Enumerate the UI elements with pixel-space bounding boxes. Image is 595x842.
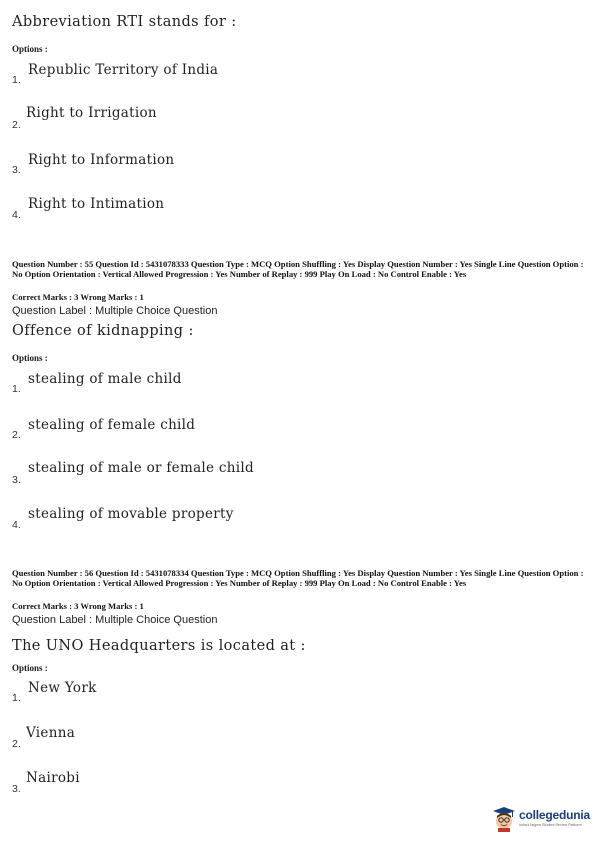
marks-info: Correct Marks : 3 Wrong Marks : 1 xyxy=(12,292,144,302)
option-number: 4. xyxy=(12,209,21,221)
option-text: Right to Irrigation xyxy=(26,105,157,121)
logo-tagline: India's largest Student Review Platform xyxy=(519,823,582,827)
option-text: New York xyxy=(28,680,97,696)
logo-wordmark: collegedunia xyxy=(519,808,590,822)
question-label: Question Label : Multiple Choice Question xyxy=(12,305,218,317)
option-number: 4. xyxy=(12,519,21,531)
option-number: 2. xyxy=(12,429,21,441)
option-text: Right to Information xyxy=(28,152,175,168)
student-mascot-icon xyxy=(492,806,516,832)
options-label: Options : xyxy=(12,353,48,363)
option-number: 3. xyxy=(12,164,21,176)
option-number: 1. xyxy=(12,74,21,86)
question-text: Offence of kidnapping : xyxy=(12,323,194,339)
option-text: stealing of male or female child xyxy=(28,460,254,476)
question-text: The UNO Headquarters is located at : xyxy=(12,638,306,654)
option-number: 3. xyxy=(12,474,21,486)
option-number: 1. xyxy=(12,383,21,395)
option-text: Nairobi xyxy=(26,770,80,786)
option-text: stealing of movable property xyxy=(28,506,234,522)
question-metadata: Question Number : 56 Question Id : 5431078334 Question Type : MCQ Option Shuffling : Yes Display Question Number : Yes Single Line Question Option : No Option Orientation : Vertical Allowed Progression : Yes Number of Replay : 999 Play On Load : No Control Enable : Yes xyxy=(12,568,584,588)
option-number: 1. xyxy=(12,692,21,704)
question-text: Abbreviation RTI stands for : xyxy=(12,14,237,30)
option-number: 2. xyxy=(12,119,21,131)
option-text: Right to Intimation xyxy=(28,196,165,212)
option-text: stealing of female child xyxy=(28,417,196,433)
option-number: 3. xyxy=(12,783,21,795)
question-label: Question Label : Multiple Choice Question xyxy=(12,614,218,626)
option-number: 2. xyxy=(12,738,21,750)
option-text: Republic Territory of India xyxy=(28,62,219,78)
marks-info: Correct Marks : 3 Wrong Marks : 1 xyxy=(12,601,144,611)
options-label: Options : xyxy=(12,44,48,54)
option-text: Vienna xyxy=(26,725,76,741)
options-label: Options : xyxy=(12,663,48,673)
option-text: stealing of male child xyxy=(28,371,182,387)
question-metadata: Question Number : 55 Question Id : 5431078333 Question Type : MCQ Option Shuffling : Yes Display Question Number : Yes Single Line Question Option : No Option Orientation : Vertical Allowed Progression : Yes Number of Replay : 999 Play On Load : No Control Enable : Yes xyxy=(12,259,584,279)
collegedunia-logo xyxy=(492,804,592,836)
